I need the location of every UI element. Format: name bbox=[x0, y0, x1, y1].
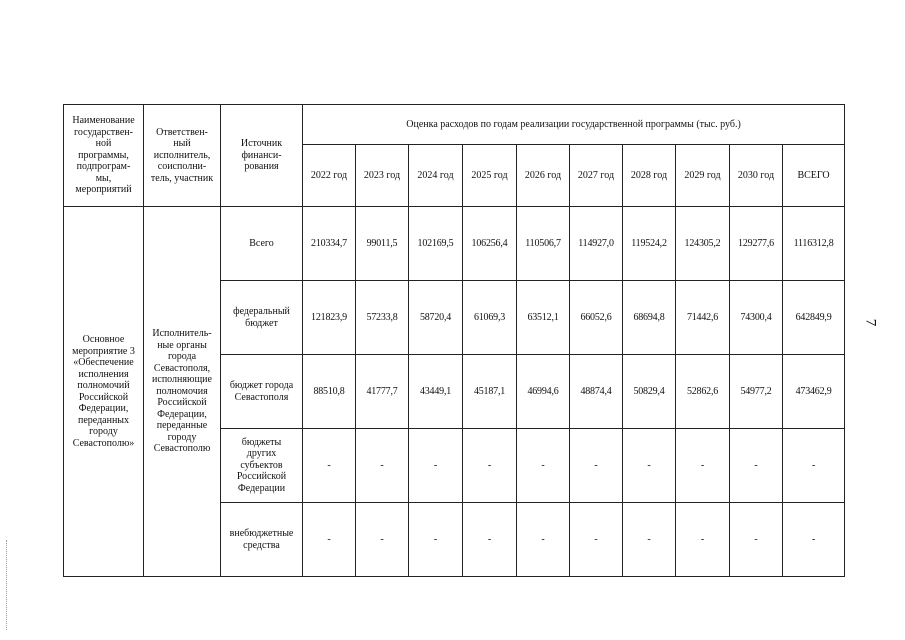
year-header-cell: 2027 год bbox=[570, 145, 623, 207]
amount-cell: 88510,8 bbox=[303, 355, 356, 429]
amount-cell: - bbox=[570, 503, 623, 577]
amount-cell: 102169,5 bbox=[409, 207, 463, 281]
budget-table bbox=[63, 104, 845, 577]
header-program: Наименование государствен- ной программы, подпрограм- мы, мероприятий bbox=[64, 105, 144, 207]
funding-source-cell: бюджет города Севастополя bbox=[221, 355, 303, 429]
amount-cell: 41777,7 bbox=[356, 355, 409, 429]
amount-cell: 642849,9 bbox=[783, 281, 845, 355]
header-executor: Ответствен- ный исполнитель, соисполни- тель, участник bbox=[144, 105, 221, 207]
amount-cell: 63512,1 bbox=[517, 281, 570, 355]
amount-cell: - bbox=[409, 503, 463, 577]
year-header-cell: 2023 год bbox=[356, 145, 409, 207]
amount-cell: 46994,6 bbox=[517, 355, 570, 429]
amount-cell: 52862,6 bbox=[676, 355, 730, 429]
amount-cell: 110506,7 bbox=[517, 207, 570, 281]
table-body bbox=[64, 207, 845, 577]
amount-cell: 121823,9 bbox=[303, 281, 356, 355]
amount-cell: - bbox=[463, 503, 517, 577]
amount-cell: - bbox=[676, 429, 730, 503]
funding-source-cell: Всего bbox=[221, 207, 303, 281]
header-expenses-title: Оценка расходов по годам реализации государственной программы (тыс. руб.) bbox=[303, 105, 845, 145]
amount-cell: 54977,2 bbox=[730, 355, 783, 429]
amount-cell: 106256,4 bbox=[463, 207, 517, 281]
amount-cell: 473462,9 bbox=[783, 355, 845, 429]
amount-cell: 71442,6 bbox=[676, 281, 730, 355]
funding-source-cell: бюджеты других субъектов Российской Федерации bbox=[221, 429, 303, 503]
amount-cell: - bbox=[303, 503, 356, 577]
year-header-cell: 2022 год bbox=[303, 145, 356, 207]
amount-cell: 66052,6 bbox=[570, 281, 623, 355]
year-header-cell: 2029 год bbox=[676, 145, 730, 207]
amount-cell: 61069,3 bbox=[463, 281, 517, 355]
amount-cell: - bbox=[356, 503, 409, 577]
amount-cell: 210334,7 bbox=[303, 207, 356, 281]
amount-cell: 68694,8 bbox=[623, 281, 676, 355]
program-name-cell: Основное мероприятие 3 «Обеспечение исполнения полномочий Российской Федерации, переданных городу Севастополю» bbox=[64, 207, 144, 577]
amount-cell: - bbox=[517, 429, 570, 503]
table-row bbox=[64, 207, 845, 281]
year-header-cell: ВСЕГО bbox=[783, 145, 845, 207]
funding-source-cell: федеральный бюджет bbox=[221, 281, 303, 355]
amount-cell: 58720,4 bbox=[409, 281, 463, 355]
amount-cell: - bbox=[570, 429, 623, 503]
amount-cell: 129277,6 bbox=[730, 207, 783, 281]
amount-cell: - bbox=[623, 503, 676, 577]
amount-cell: 119524,2 bbox=[623, 207, 676, 281]
amount-cell: - bbox=[356, 429, 409, 503]
amount-cell: 74300,4 bbox=[730, 281, 783, 355]
year-header-cell: 2025 год bbox=[463, 145, 517, 207]
funding-source-cell: внебюджетные средства bbox=[221, 503, 303, 577]
amount-cell: 50829,4 bbox=[623, 355, 676, 429]
amount-cell: - bbox=[730, 429, 783, 503]
amount-cell: - bbox=[517, 503, 570, 577]
amount-cell: 45187,1 bbox=[463, 355, 517, 429]
year-header-cell: 2028 год bbox=[623, 145, 676, 207]
amount-cell: - bbox=[409, 429, 463, 503]
page-number: 7 bbox=[862, 318, 879, 327]
amount-cell: - bbox=[783, 429, 845, 503]
executor-cell: Исполнитель- ные органы города Севастополя, исполняющие полномочия Российской Федерации, переданные городу Севастополю bbox=[144, 207, 221, 577]
amount-cell: - bbox=[623, 429, 676, 503]
scan-edge-mark bbox=[6, 540, 9, 630]
amount-cell: 48874,4 bbox=[570, 355, 623, 429]
amount-cell: - bbox=[676, 503, 730, 577]
amount-cell: 1116312,8 bbox=[783, 207, 845, 281]
amount-cell: 99011,5 bbox=[356, 207, 409, 281]
amount-cell: 124305,2 bbox=[676, 207, 730, 281]
amount-cell: 57233,8 bbox=[356, 281, 409, 355]
amount-cell: - bbox=[783, 503, 845, 577]
amount-cell: - bbox=[463, 429, 517, 503]
year-header-cell: 2024 год bbox=[409, 145, 463, 207]
amount-cell: - bbox=[303, 429, 356, 503]
year-header-cell: 2026 год bbox=[517, 145, 570, 207]
header-source: Источник финанси- рования bbox=[221, 105, 303, 207]
year-header-cell: 2030 год bbox=[730, 145, 783, 207]
amount-cell: 114927,0 bbox=[570, 207, 623, 281]
amount-cell: - bbox=[730, 503, 783, 577]
amount-cell: 43449,1 bbox=[409, 355, 463, 429]
